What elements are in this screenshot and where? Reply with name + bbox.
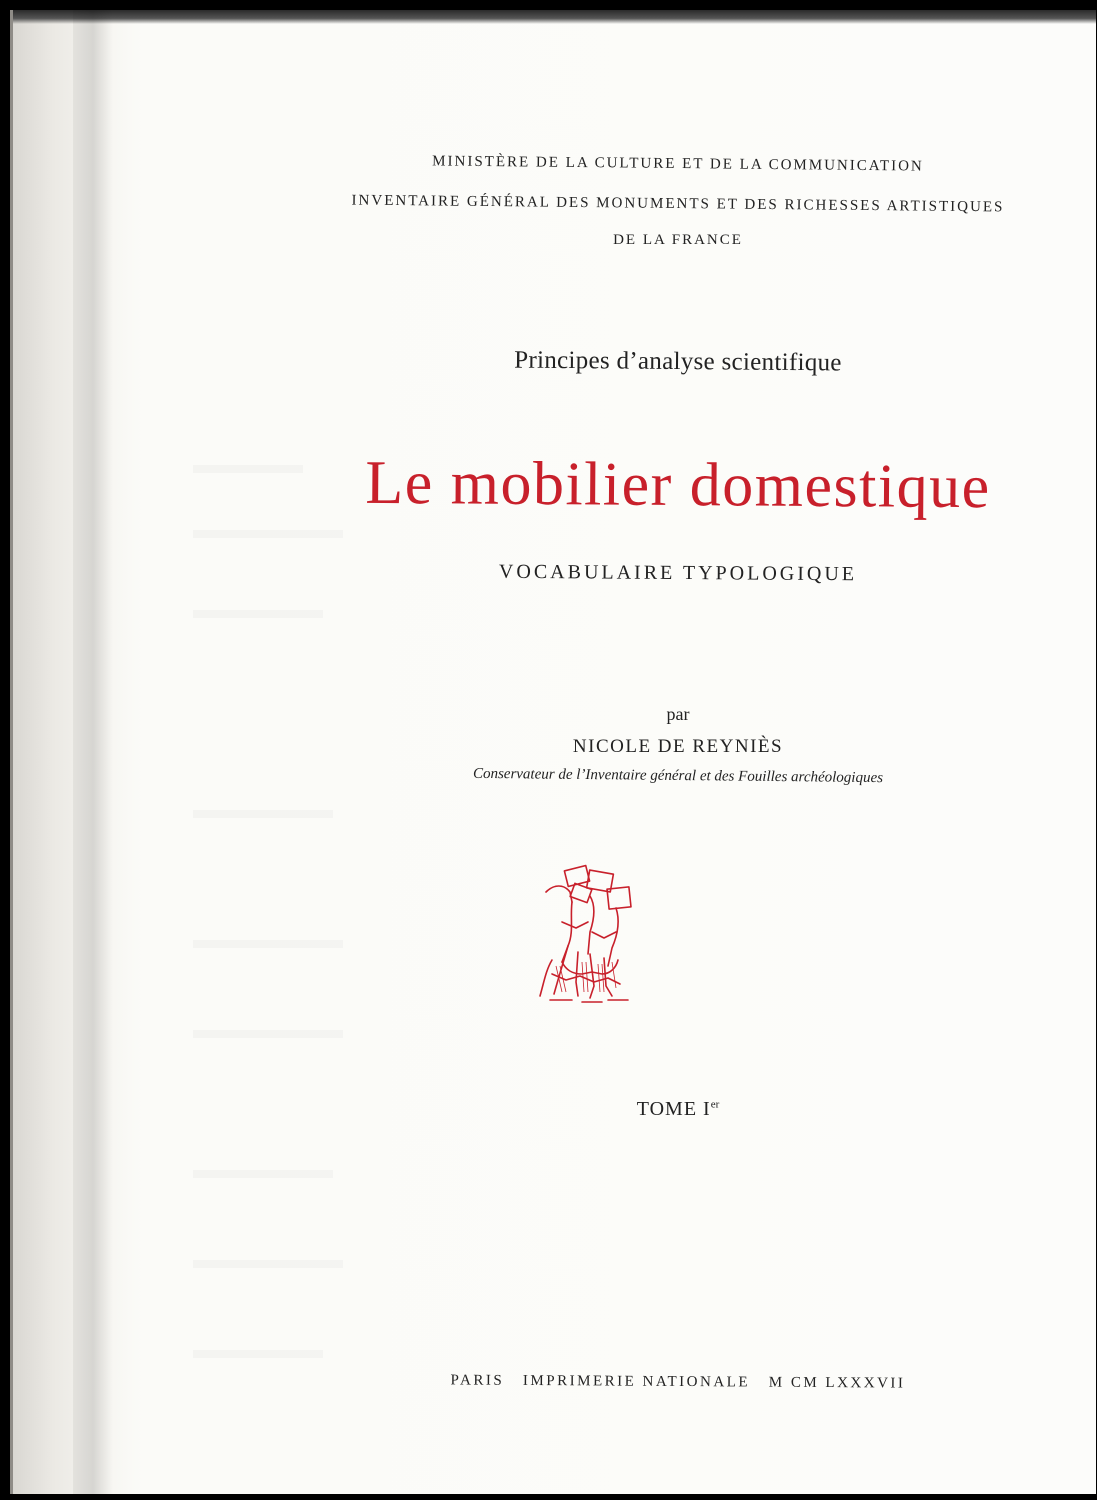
show-through-line	[193, 1170, 333, 1178]
show-through-line	[193, 810, 333, 818]
show-through-line	[193, 610, 323, 618]
author-by: par	[666, 704, 690, 724]
porters-emblem-icon	[532, 862, 644, 1008]
series-title: Principes d’analyse scientifique	[514, 346, 842, 377]
imprint-line: PARIS IMPRIMERIE NATIONALE M CM LXXXVII	[450, 1372, 906, 1392]
show-through-line	[193, 530, 343, 538]
title-page	[10, 10, 1096, 1494]
show-through-line	[193, 940, 343, 948]
country-line: DE LA FRANCE	[613, 232, 743, 248]
page-gutter-shadow	[73, 10, 113, 1494]
volume-number: TOME I	[636, 1098, 711, 1120]
show-through-line	[193, 1260, 343, 1268]
volume-label	[243, 1098, 1096, 1121]
book-subtitle: VOCABULAIRE TYPOLOGIQUE	[498, 560, 858, 586]
author-role: Conservateur de l’Inventaire général et des Fouilles archéologiques	[472, 765, 884, 787]
author-name: NICOLE DE REYNIÈS	[572, 736, 784, 757]
page-top-edge	[13, 10, 1096, 24]
show-through-line	[193, 1030, 343, 1038]
show-through-line	[193, 1350, 323, 1358]
book-title: Le mobilier domestique	[365, 448, 991, 522]
ministry-line: MINISTÈRE DE LA CULTURE ET DE LA COMMUNICATION	[432, 153, 924, 175]
volume-suffix: er	[710, 1098, 720, 1111]
inventory-line: INVENTAIRE GÉNÉRAL DES MONUMENTS ET DES RICHESSES ARTISTIQUES	[351, 192, 1005, 216]
